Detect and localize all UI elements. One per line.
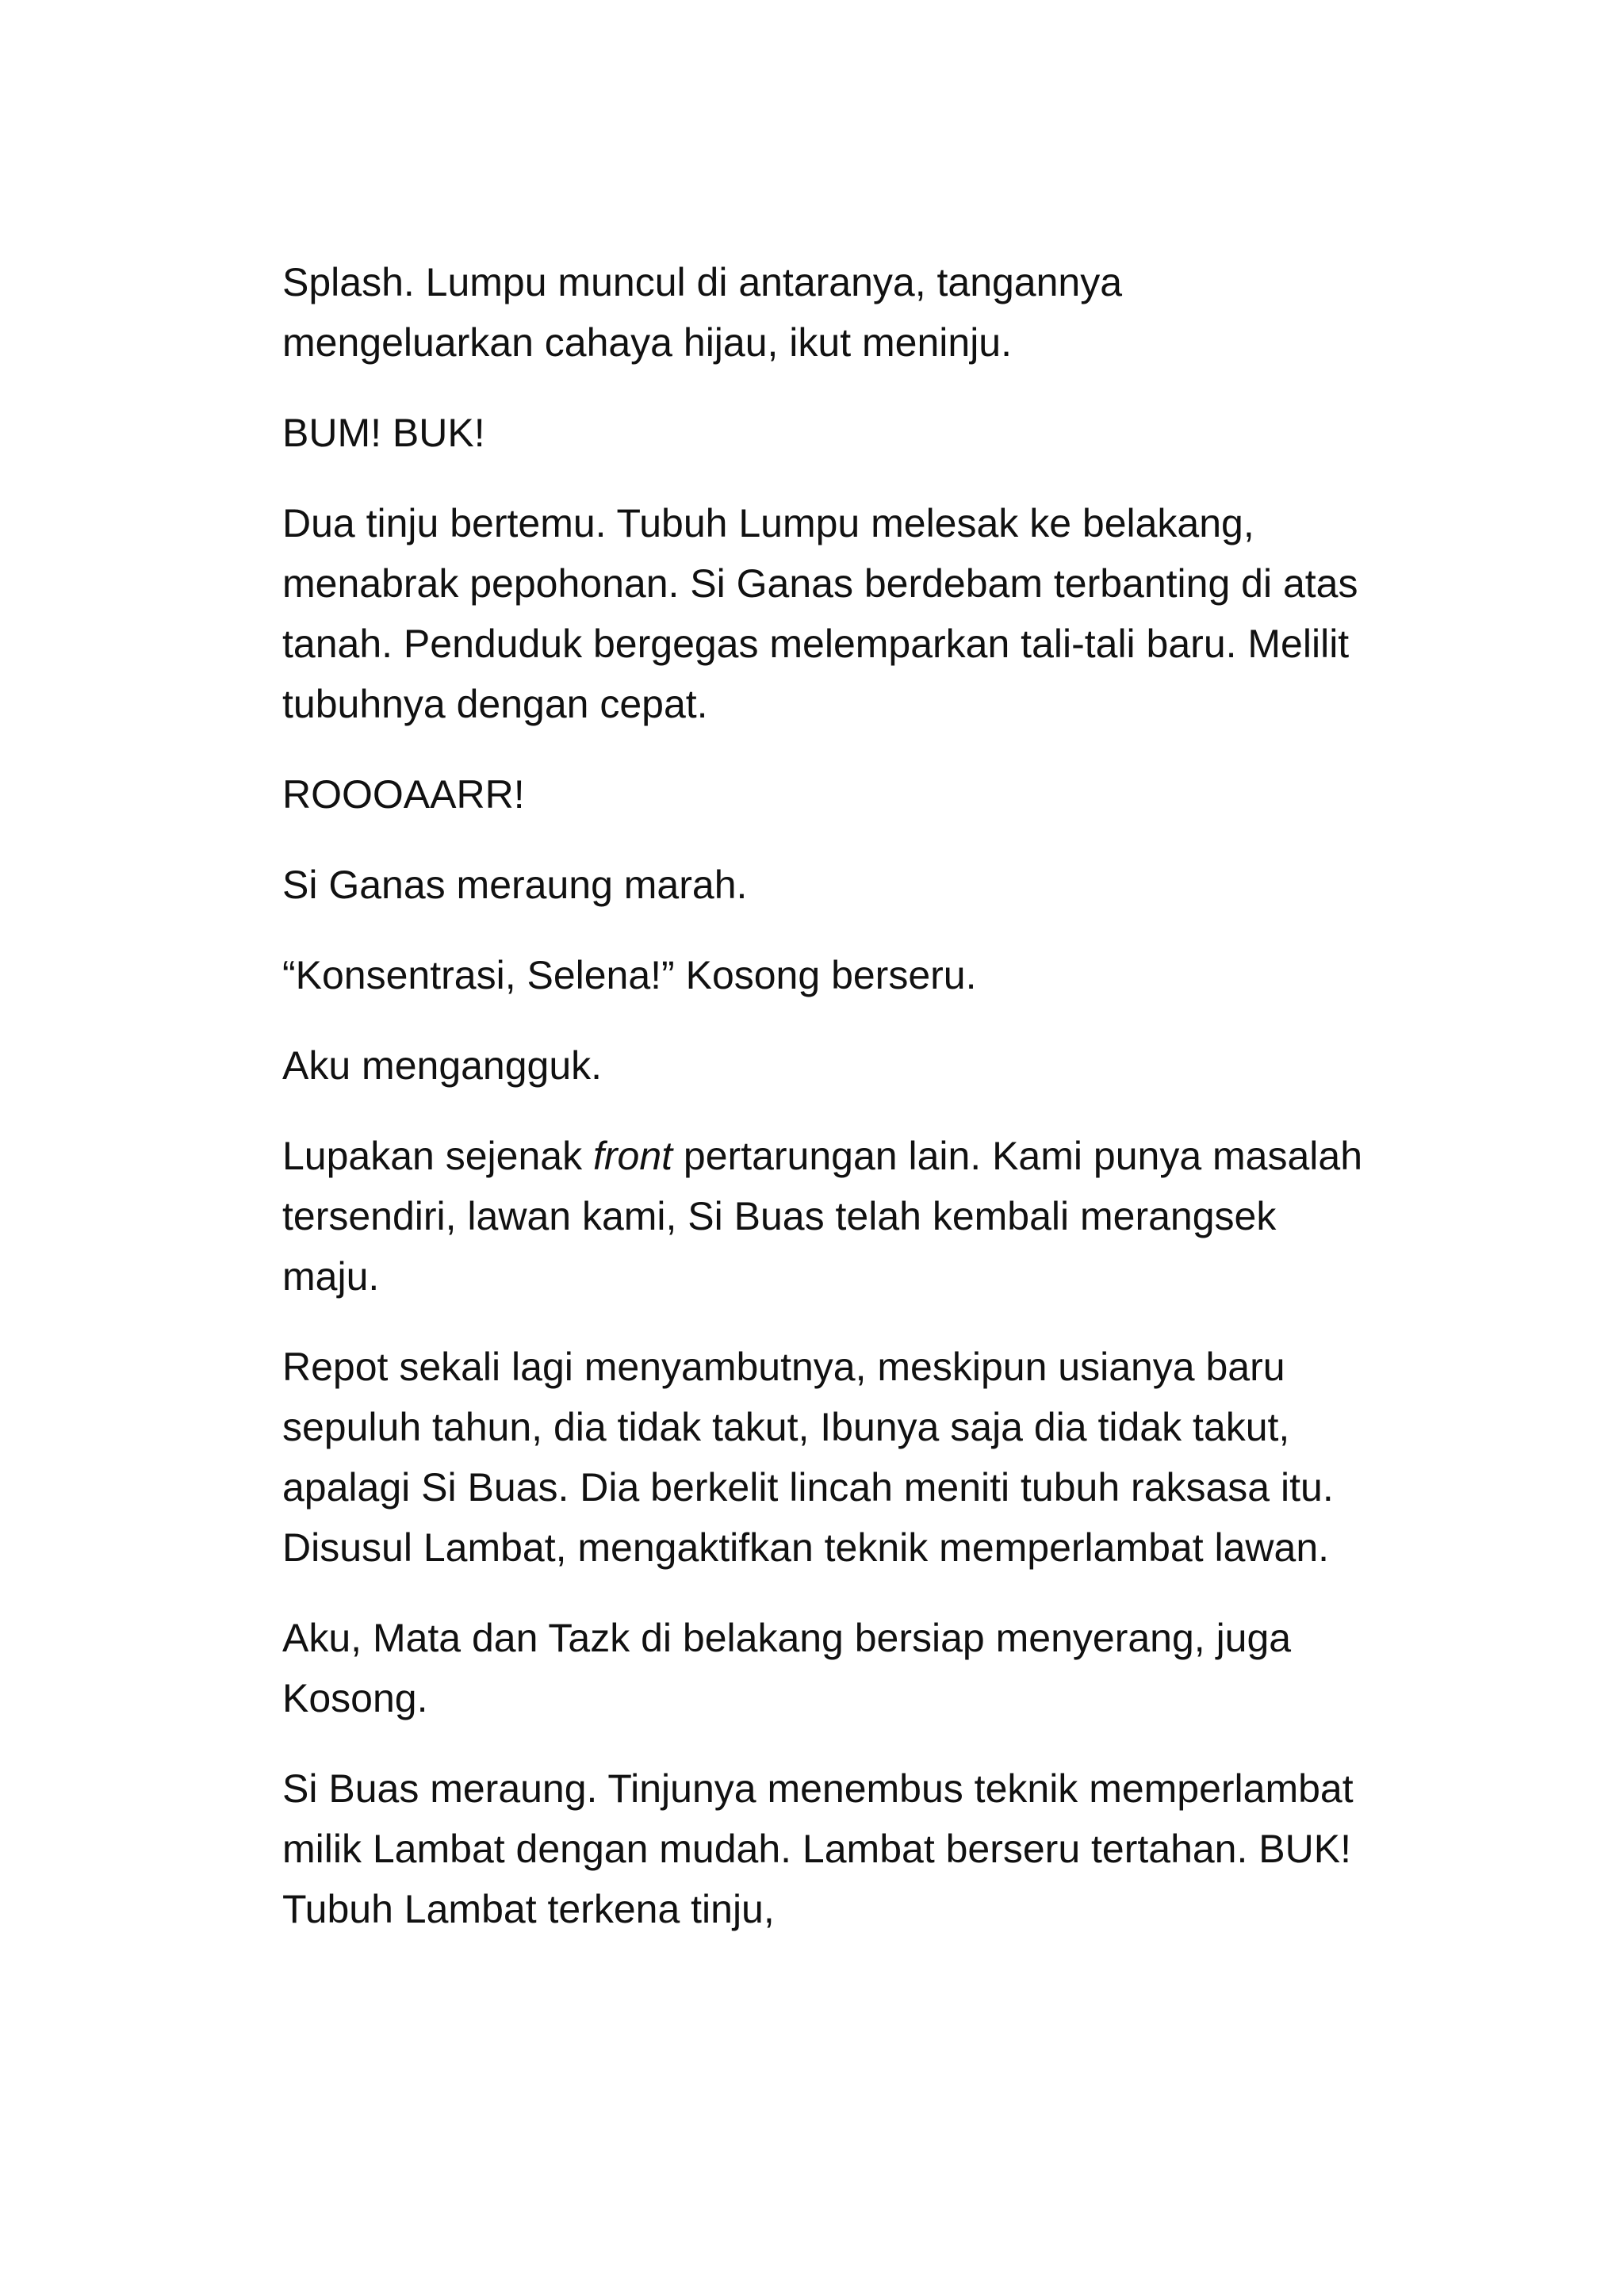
paragraph-text-before: Lupakan sejenak bbox=[282, 1134, 593, 1178]
paragraph: Aku mengangguk. bbox=[282, 1043, 603, 1088]
paragraph: Si Ganas meraung marah. bbox=[282, 863, 748, 907]
paragraph: ROOOAARR! bbox=[282, 772, 525, 817]
italic-word: front bbox=[592, 1134, 673, 1178]
paragraph: Si Buas meraung. Tinjunya menembus teknik memperlambat milik Lambat dengan mudah. Lambat berseru tertahan. BUK! Tubuh Lambat terkena tinju, bbox=[282, 1766, 1354, 1931]
paragraph-with-italic bbox=[282, 1126, 1377, 1307]
paragraph: BUM! BUK! bbox=[282, 411, 485, 455]
paragraph: Repot sekali lagi menyambutnya, meskipun usianya baru sepuluh tahun, dia tidak takut, Ibunya saja dia tidak takut, apalagi Si Buas. Dia berkelit lincah meniti tubuh raksasa itu. Disusul Lambat, mengaktifkan teknik memperlambat lawan. bbox=[282, 1345, 1334, 1570]
paragraph: Dua tinju bertemu. Tubuh Lumpu melesak ke belakang, menabrak pepohonan. Si Ganas berdebam terbanting di atas tanah. Penduduk bergegas melemparkan tali-tali baru. Melilit tubuhnya dengan cepat. bbox=[282, 501, 1358, 726]
paragraph: “Konsentrasi, Selena!” Kosong berseru. bbox=[282, 953, 977, 997]
paragraph: Aku, Mata dan Tazk di belakang bersiap menyerang, juga Kosong. bbox=[282, 1616, 1292, 1720]
paragraph-text-after: pertarungan lain. Kami punya masalah tersendiri, lawan kami, Si Buas telah kembali merangsek maju. bbox=[282, 1134, 1363, 1299]
paragraph: Splash. Lumpu muncul di antaranya, tangannya mengeluarkan cahaya hijau, ikut meninju. bbox=[282, 260, 1123, 365]
body-text bbox=[282, 252, 1377, 1969]
